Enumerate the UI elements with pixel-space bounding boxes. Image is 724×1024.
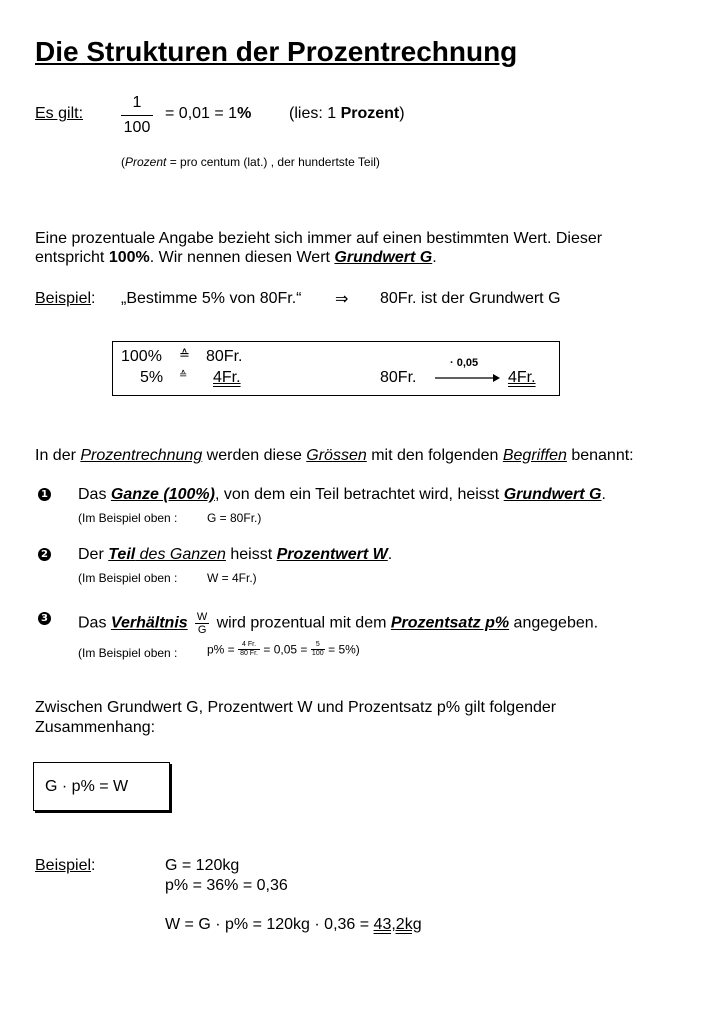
fraction-5-100 — [311, 641, 325, 658]
item-2-post: . — [387, 546, 393, 563]
term-prozentsatz: Prozentsatz p% — [390, 614, 510, 632]
begriffe-mid1: werden diese — [202, 447, 307, 464]
begriffe-line — [35, 447, 634, 465]
number-1-bullet-icon: 1 — [38, 488, 51, 501]
intro-line-2 — [35, 249, 437, 267]
box-row2-value: 4Fr. — [213, 369, 241, 386]
fraction-g: G — [197, 624, 207, 636]
term-groessen: Grössen — [306, 447, 367, 464]
beispiel-2-word: Beispiel — [35, 857, 92, 874]
item-1-post: . — [601, 486, 606, 503]
intro-post: . — [432, 249, 437, 266]
begriffe-mid2: mit den folgenden — [366, 447, 503, 464]
term-ganze: Ganze (100%) — [110, 486, 215, 503]
number-2-bullet-icon: 2 — [38, 548, 51, 561]
box-from: 80Fr. — [380, 369, 417, 386]
note-rest: = pro centum (lat.) , der hundertste Teil) — [166, 155, 380, 169]
term-begriffen: Begriffen — [502, 447, 567, 464]
beispiel-2-label — [35, 857, 95, 875]
example-end: = 5%) — [328, 642, 360, 657]
item-1-text — [78, 486, 606, 504]
term-des-ganzen: des Ganzen — [135, 546, 226, 563]
example-mid: = 0,05 = — [263, 642, 308, 657]
zusammenhang-line-2: Zusammenhang: — [35, 719, 156, 736]
percent-sign: % — [237, 105, 252, 122]
lies-bold: Prozent — [340, 105, 400, 122]
box-row1-value: 80Fr. — [206, 348, 243, 365]
note-italic: Prozent — [125, 155, 167, 169]
intro-line-1: Eine prozentuale Angabe bezieht sich immer auf einen bestimmten Wert. Dieser — [35, 230, 603, 247]
fraction-100: 100 — [311, 650, 324, 657]
item-2-mid: heisst — [225, 546, 277, 563]
beispiel-1-result: 80Fr. ist der Grundwert G — [380, 290, 561, 307]
intro-pre: entspricht — [35, 249, 109, 266]
fraction-5: 5 — [311, 641, 325, 650]
implies-arrow: ⇒ — [335, 289, 349, 308]
beispiel-2-line-2: p% = 36% = 0,36 — [165, 877, 288, 894]
beispiel-2-colon: : — [91, 857, 96, 874]
number-3-bullet-icon: 3 — [38, 612, 51, 625]
intro-mid: . Wir nennen diesen Wert — [149, 249, 335, 266]
box-row1-corresponds: ≙ — [179, 348, 190, 363]
begriffe-post: benannt: — [566, 447, 634, 464]
begriffe-pre: In der — [35, 447, 81, 464]
item-2-example-value: W = 4Fr.) — [207, 571, 257, 585]
lies-pre: (lies: 1 — [289, 105, 341, 122]
prozent-note — [121, 155, 380, 169]
fraction-4fr: 4 Fr. — [238, 641, 260, 650]
fraction-w-over-g — [195, 611, 209, 636]
lies-text — [289, 105, 405, 123]
term-prozentwert: Prozentwert W — [276, 546, 388, 563]
item-2-example-label: (Im Beispiel oben : — [78, 571, 178, 585]
beispiel-1-label — [35, 290, 95, 308]
box-to: 4Fr. — [508, 369, 536, 386]
item-3-example-value — [207, 641, 360, 658]
beispiel-2-result: 43,2kg — [373, 916, 422, 933]
term-grundwert: Grundwert G — [334, 249, 433, 266]
beispiel-1-word: Beispiel — [35, 290, 92, 307]
example-p: p% = — [207, 642, 235, 657]
item-3-text — [78, 611, 598, 636]
equation-text: = 0,01 = 1 — [165, 105, 238, 122]
term-teil-des-ganzen — [108, 546, 226, 563]
beispiel-1-quote: „Bestimme 5% von 80Fr.“ — [121, 290, 302, 307]
item-1-example-label: (Im Beispiel oben : — [78, 511, 178, 525]
note-open: ( — [121, 155, 125, 169]
item-1-pre: Das — [78, 486, 111, 503]
item-3-pre: Das — [78, 614, 111, 632]
term-teil: Teil — [108, 546, 136, 563]
box-row1-pct: 100% — [121, 348, 162, 365]
es-gilt-equation — [165, 105, 251, 123]
beispiel-2-line-3 — [165, 916, 422, 934]
term-verhaeltnis: Verhältnis — [110, 614, 188, 632]
fraction-denominator: 100 — [123, 119, 151, 136]
item-3-example-label: (Im Beispiel oben : — [78, 646, 178, 660]
item-2-pre: Der — [78, 546, 109, 563]
beispiel-2-line-1: G = 120kg — [165, 857, 240, 874]
item-3-post: angegeben. — [509, 614, 599, 632]
fraction-w: W — [196, 611, 208, 623]
es-gilt-label: Es gilt: — [35, 105, 84, 122]
formula-text: G · p% = W — [45, 778, 129, 795]
fraction-numerator: 1 — [121, 94, 153, 116]
item-3-mid: wird prozentual mit dem — [212, 614, 391, 632]
box-row2-pct: 5% — [140, 369, 164, 386]
page-title: Die Strukturen der Prozentrechnung — [35, 36, 518, 67]
intro-bold: 100% — [108, 249, 150, 266]
box-operator: · 0,05 — [450, 357, 479, 369]
fraction-80fr: 80 Fr. — [240, 650, 258, 657]
item-2-text — [78, 546, 392, 564]
beispiel-2-calc: W = G · p% = 120kg · 0,36 = — [165, 916, 374, 933]
box-row2-corresponds: ≙ — [179, 370, 188, 381]
term-prozentrechnung: Prozentrechnung — [80, 447, 203, 464]
item-1-mid: , von dem ein Teil betrachtet wird, heisst — [214, 486, 504, 503]
fraction-one-hundredth — [121, 94, 153, 137]
lies-post: ) — [399, 105, 405, 122]
fraction-4fr-80fr — [238, 641, 260, 658]
item-1-example-value: G = 80Fr.) — [207, 511, 262, 525]
beispiel-1-colon: : — [91, 290, 96, 307]
zusammenhang-line-1: Zwischen Grundwert G, Prozentwert W und Prozentsatz p% gilt folgender — [35, 699, 557, 716]
arrow-right-icon — [435, 372, 500, 384]
term-grundwert-2: Grundwert G — [503, 486, 602, 503]
